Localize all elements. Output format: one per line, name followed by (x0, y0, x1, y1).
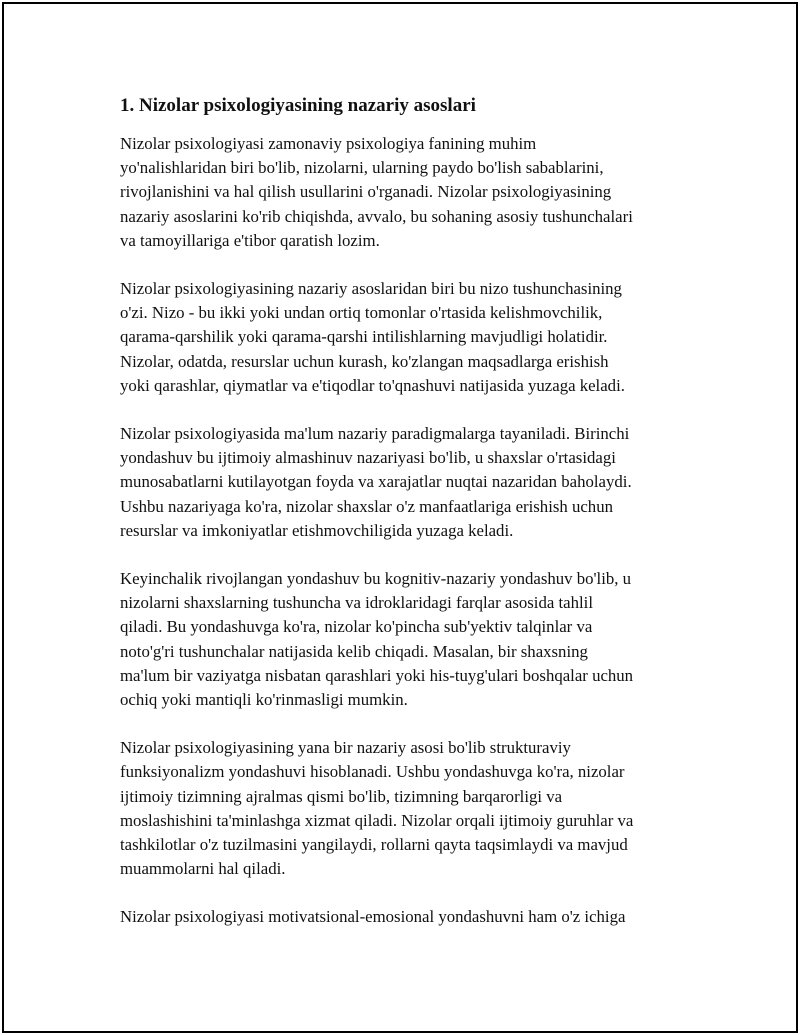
text-line: moslashishini ta'minlashga xizmat qiladi. Nizolar orqali ijtimoiy guruhlar va (120, 810, 634, 830)
paragraph-1 (120, 132, 700, 253)
text-line: ijtimoiy tizimning ajralmas qismi bo'lib, tizimning barqarorligi va (120, 786, 563, 806)
document-body (120, 94, 700, 954)
paragraph-5 (120, 736, 700, 881)
text-line: qarama-qarshilik yoki qarama-qarshi intilishlarning mavjudligi holatidir. (120, 327, 608, 347)
text-line: ochiq yoki mantiqli ko'rinmasligi mumkin. (120, 690, 408, 710)
text-line: rivojlanishini va hal qilish usullarini o'rganadi. Nizolar psixologiyasining (120, 182, 612, 202)
text-line: noto'g'ri tushunchalar natijasida kelib chiqadi. Masalan, bir shaxsning (120, 641, 588, 661)
text-line: nizolarni shaxslarning tushuncha va idroklaridagi farqlar asosida tahlil (120, 593, 593, 613)
text-line: tashkilotlar o'z tuzilmasini yangilaydi, rollarni qayta taqsimlaydi va mavjud (120, 835, 628, 855)
text-line: Nizolar psixologiyasining yana bir nazariy asosi bo'lib strukturaviy (120, 738, 571, 758)
section-heading: 1. Nizolar psixologiyasining nazariy asoslari (120, 95, 476, 116)
text-line: yondashuv bu ijtimoiy almashinuv nazariyasi bo'lib, u shaxslar o'rtasidagi (120, 448, 616, 468)
text-line: yo'nalishlaridan biri bo'lib, nizolarni, ularning paydo bo'lish sabablarini, (120, 158, 604, 178)
text-line: muammolarni hal qiladi. (120, 859, 286, 879)
text-line: qiladi. Bu yondashuvga ko'ra, nizolar ko'pincha sub'yektiv talqinlar va (120, 617, 593, 637)
text-line: Keyinchalik rivojlangan yondashuv bu kognitiv-nazariy yondashuv bo'lib, u (120, 569, 632, 589)
text-line: nazariy asoslarini ko'rib chiqishda, avvalo, bu sohaning asosiy tushunchalari (120, 206, 633, 226)
text-line: Nizolar psixologiyasining nazariy asoslaridan biri bu nizo tushunchasining (120, 279, 622, 299)
paragraph-4 (120, 567, 700, 712)
page-frame (2, 2, 798, 1033)
text-line: ma'lum bir vaziyatga nisbatan qarashlari yoki his-tuyg'ulari boshqalar uchun (120, 665, 634, 685)
text-line: resurslar va imkoniyatlar etishmovchiligida yuzaga keladi. (120, 520, 514, 540)
paragraph-6 (120, 905, 700, 929)
text-line: yoki qarashlar, qiymatlar va e'tiqodlar to'qnashuvi natijasida yuzaga keladi. (120, 375, 625, 395)
text-line: munosabatlarni kutilayotgan foyda va xarajatlar nuqtai nazaridan baholaydi. (120, 472, 632, 492)
text-line: o'zi. Nizo - bu ikki yoki undan ortiq tomonlar o'rtasida kelishmovchilik, (120, 303, 603, 323)
text-line: va tamoyillariga e'tibor qaratish lozim. (120, 230, 380, 250)
text-line: Nizolar psixologiyasida ma'lum nazariy paradigmalarga tayaniladi. Birinchi (120, 424, 630, 444)
paragraph-3 (120, 422, 700, 543)
text-line: Ushbu nazariyaga ko'ra, nizolar shaxslar o'z manfaatlariga erishish uchun (120, 496, 613, 516)
text-line: Nizolar, odatda, resurslar uchun kurash, ko'zlangan maqsadlarga erishish (120, 351, 609, 371)
text-line: funksiyonalizm yondashuvi hisoblanadi. Ushbu yondashuvga ko'ra, nizolar (120, 762, 625, 782)
paragraph-2 (120, 277, 700, 398)
text-line: Nizolar psixologiyasi motivatsional-emosional yondashuvni ham o'z ichiga (120, 907, 626, 927)
text-line: Nizolar psixologiyasi zamonaviy psixologiya fanining muhim (120, 134, 537, 153)
